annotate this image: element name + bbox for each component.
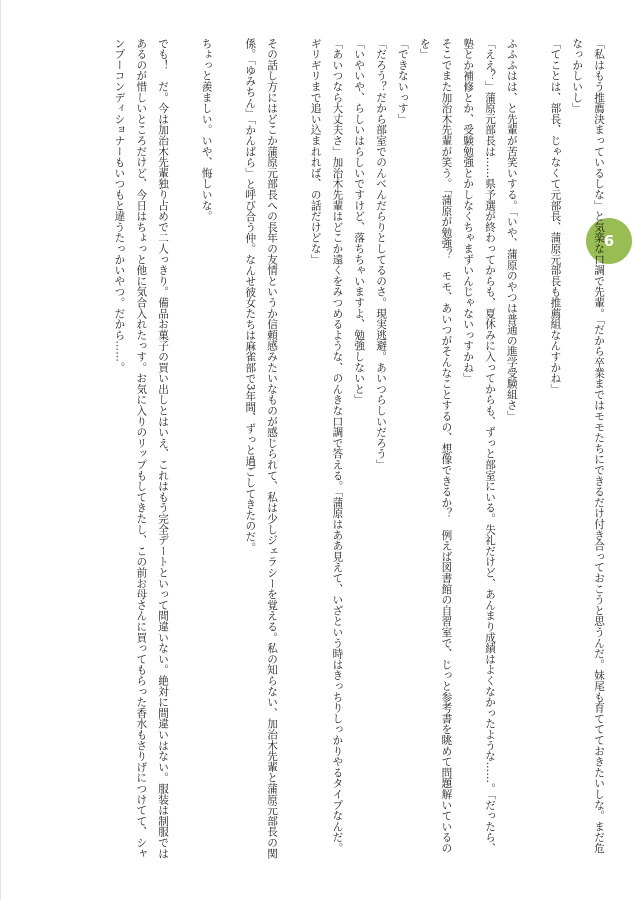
paragraph-break	[282, 38, 304, 864]
paragraph: 「ええ？」蒲原元部長は……県予選が終わってからも、夏休みに入ってからも、ずっと部室にいる。失礼だけど、あんまり成績はよくなかったような……。「だったら、塾とか補修とか、受験勉強とかしなくちゃまずいんじゃないっすかね」	[462, 38, 497, 854]
vertical-body-text	[49, 38, 609, 864]
page-number: 6	[603, 232, 615, 250]
paragraph: 「だろう？だから部室でのんべんだらりとしてるのさ。現実逃避。あいつらしいだろう」	[375, 38, 388, 470]
paragraph: ふふふはは、と先輩が苦笑いする。「いや、蒲原のやつは普通の進学受験組さ」	[505, 38, 518, 422]
paragraph: ちょっと羨ましい。いや、悔しいな。	[200, 38, 213, 222]
paragraph: でも！ だ。今は加治木先輩独り占めで二人っきり。備品お菓子の買い出しとはいえ、これはもう完全デートといって間違いない。絶対に間違いはない。服装は制服ではあるのが惜しいところだけど、今日はちょっと他に気合入れたっす。お気に入りのリップもしてきたし、この前お母さんに買ってもらった香水もさりげにつけてて、シャンプーコンディショナーもいつもと違うたっかいやつ。だから……。	[113, 38, 170, 859]
paragraph: 「できないっす」	[396, 38, 409, 125]
paragraph: そこでまた加治木先輩が笑う。「蒲原が勉強？ モモ、あいつがそんなことするの、想像できるか？ 例えば図書館の自習室で、じっと参考書を眺めて問題解いているのを」	[418, 38, 453, 854]
paragraph: 「てことは、部長、じゃなくて元部長、蒲原元部長も推薦組なんすかね」	[549, 38, 562, 395]
paragraph-break	[173, 38, 195, 864]
paragraph-break	[217, 38, 239, 864]
paragraph: 「あいつなら大丈夫さ」加治木先輩はどこか遠くをみつめるような、のんきな口調で答える。「蒲原はああ見えて、いざという時はきっちりしっかりやるタイプなんだ。ギリギリまで追い込まれれば、の話だけどな」	[309, 38, 344, 854]
paragraph: その話し方にはどこか蒲原元部長への長年の友情というか信頼感みたいなものが感じられて、私は少しジェラシーを覚える。私の知らない、加治木先輩と蒲原元部長の関係。「ゆみちん」「かんばら」と呼び合う仲。なんせ彼女たちは麻雀部で3年間、ずっと過ごしてきたのだ。	[244, 38, 279, 859]
paragraph: 「いやいや、らしいはらしいですけど、落ちちゃいますよ、勉強しないと」	[353, 38, 366, 406]
paragraph: 「私はもう推薦決まっているしな」と気楽な口調で先輩。「だから卒業まではモモたちにできるだけ付き合っておこうと思うんだ。妹尾も育ててておきたいしな。まだ危なっかしいし」	[571, 38, 605, 854]
paragraph-break	[522, 38, 544, 864]
